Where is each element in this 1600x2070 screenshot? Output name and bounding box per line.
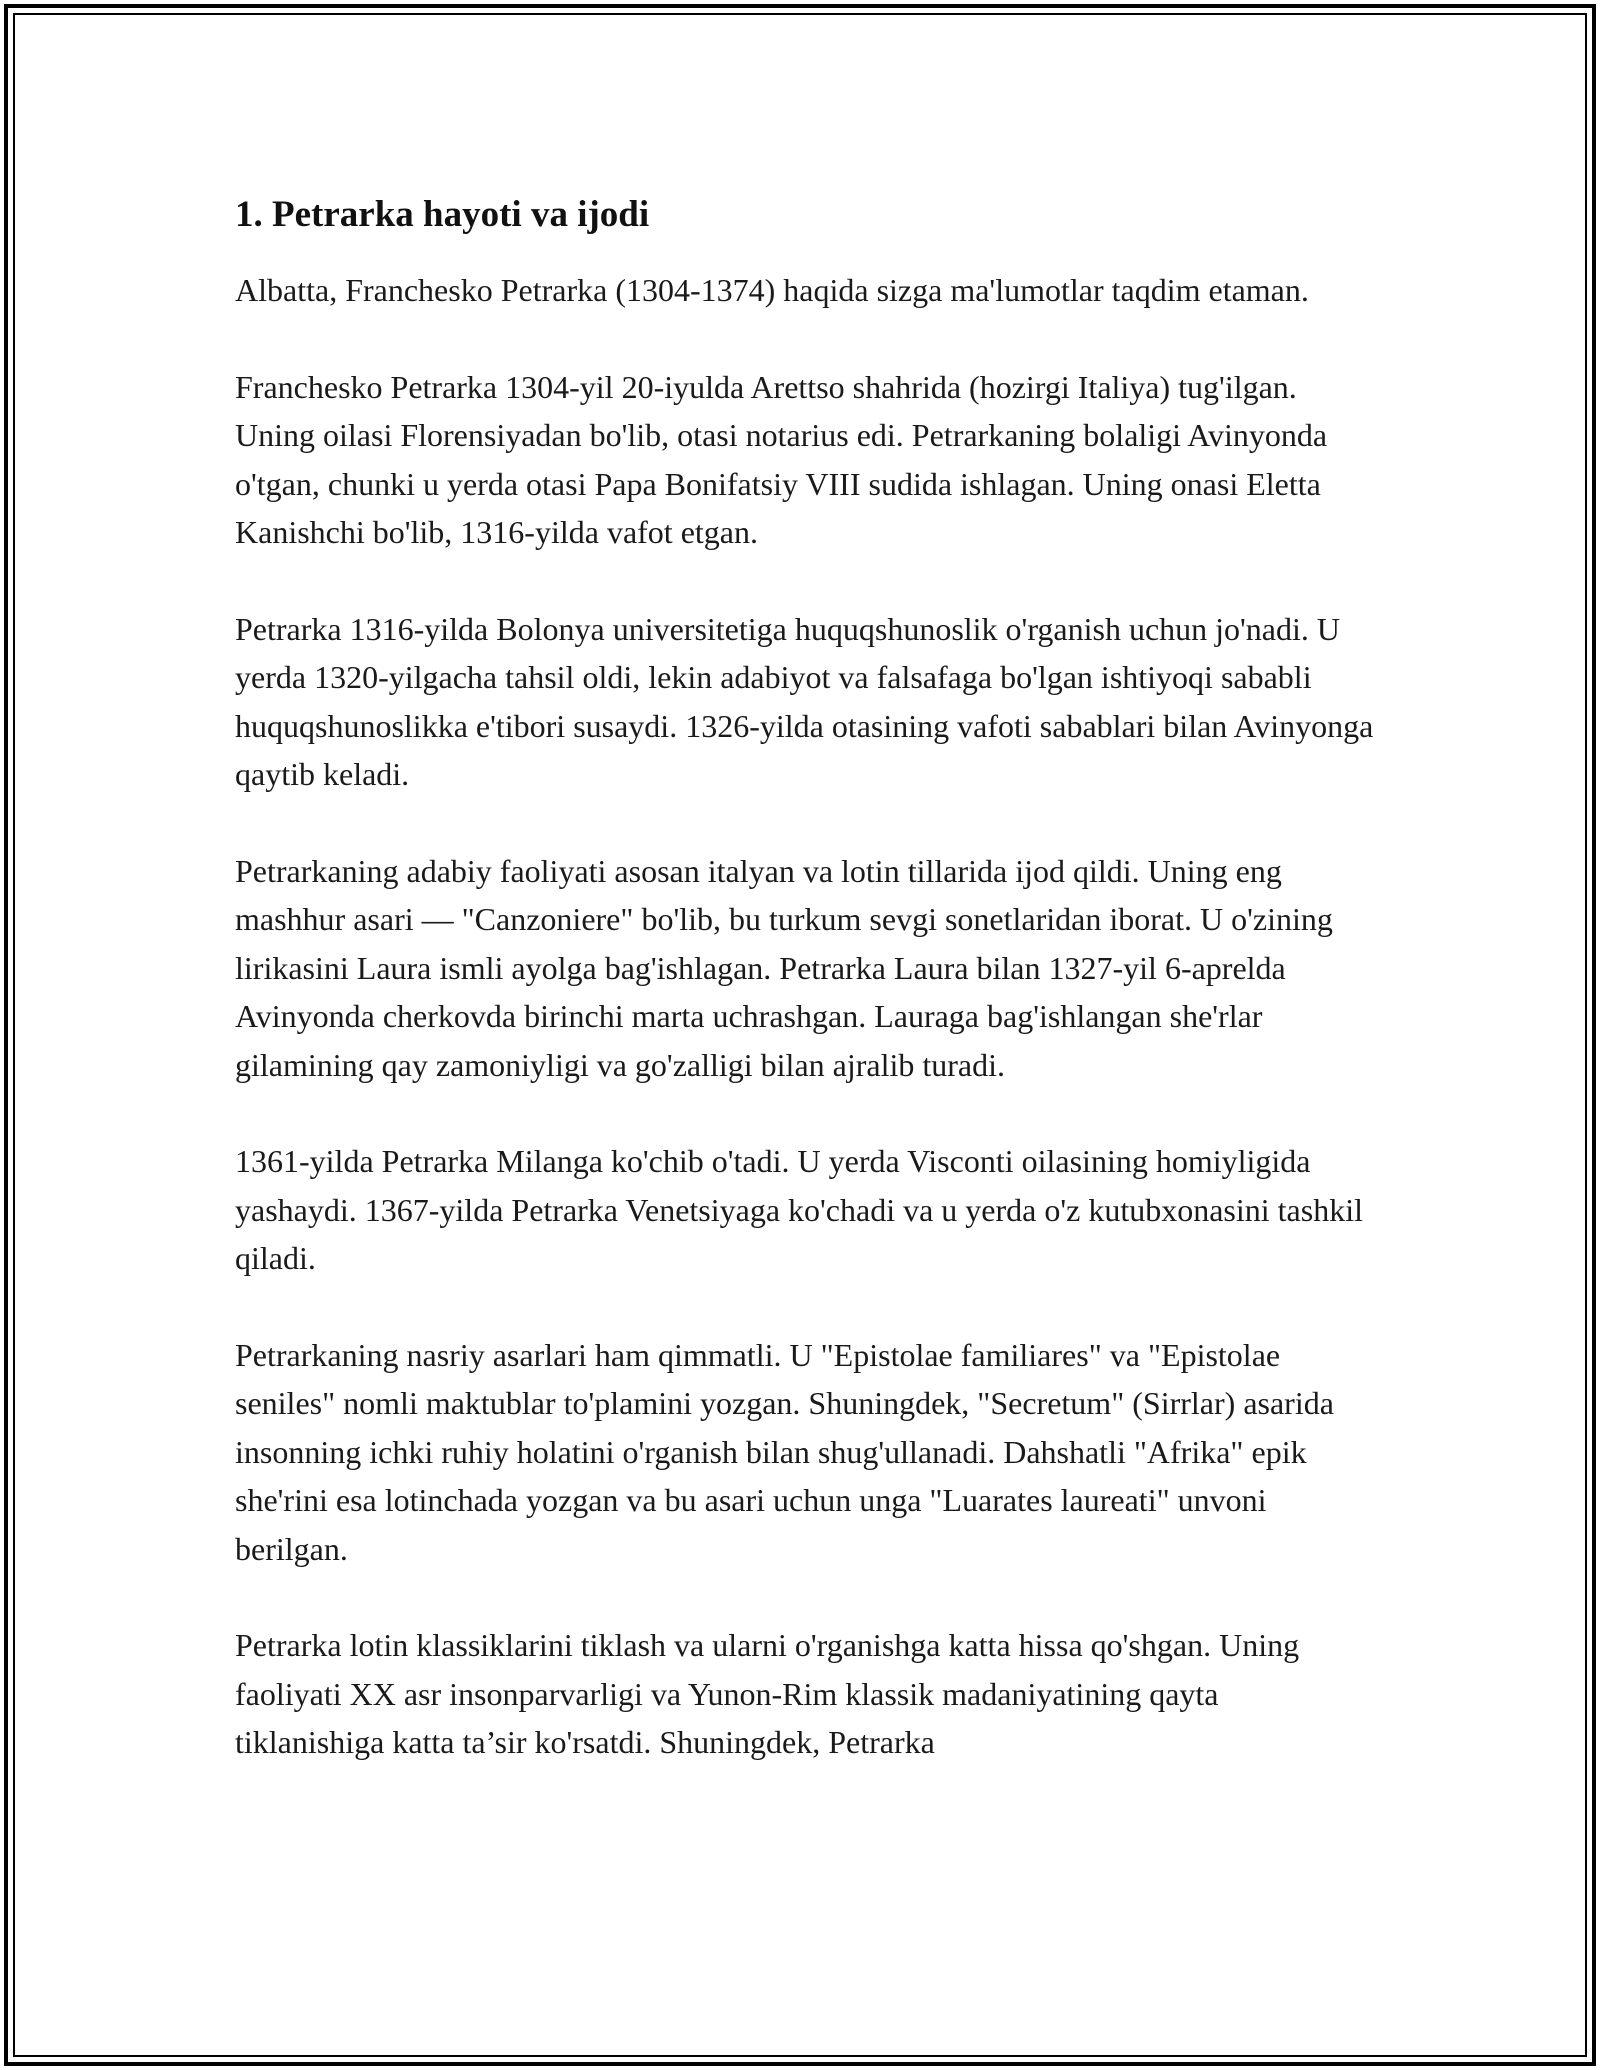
paragraph-legacy: Petrarka lotin klassiklarini tiklash va ularni o'rganishga katta hissa qo'shgan. Uning faoliyati XX asr insonparvarligi va Yunon-Rim klassik madaniyatining qayta tiklanishiga katta ta’sir ko'rsatdi. Shuningdek, Petrarka — [235, 1627, 1300, 1760]
paragraph-literary-work: Petrarkaning adabiy faoliyati asosan italyan va lotin tillarida ijod qildi. Uning eng mashhur asari — "Canzoniere" bo'lib, bu turkum sevgi sonetlaridan iborat. U o'zining lirikasini Laura ismli ayolga bag'ishlagan. Petrarka Laura bilan 1327-yil 6-aprelda Avinyonda cherkovda birinchi marta uchrashgan. Lauraga bag'ishlangan she'rlar gilamining qay zamoniyligi va go'zalligi bilan ajralib turadi. — [235, 852, 1333, 1083]
section-title: 1. Petrarka hayoti va ijodi — [235, 194, 650, 235]
document-body — [235, 190, 1375, 1815]
paragraph-milan-venice: 1361-yilda Petrarka Milanga ko'chib o'tadi. U yerda Visconti oilasining homiyligida yashaydi. 1367-yilda Petrarka Venetsiyaga ko'chadi va u yerda o'z kutubxonasini tashkil qiladi. — [235, 1143, 1363, 1276]
paragraph-birth: Francheskо Petrarka 1304-yil 20-iyulda Arettso shahrida (hozirgi Italiya) tug'ilgan. Uning oilasi Florensiyadan bo'lib, otasi notarius edi. Petrarkaning bolaligi Avinyonda o'tgan, chunki u yerda otasi Papa Bonifatsiy VIII sudida ishlagan. Uning onasi Eletta Kanishchi bo'lib, 1316-yilda vafot etgan. — [235, 368, 1328, 550]
paragraph-intro: Albatta, Francheskо Petrarka (1304-1374) haqida sizga ma'lumotlar taqdim etaman. — [235, 272, 1309, 308]
paragraph-education: Petrarka 1316-yilda Bolonya universitetiga huquqshunoslik o'rganish uchun jo'nadi. U yerda 1320-yilgacha tahsil oldi, lekin adabiyot va falsafaga bo'lgan ishtiyoqi sababli huquqshunoslikka e'tibori susaydi. 1326-yilda otasining vafoti sabablari bilan Avinyonga qaytib keladi. — [235, 610, 1374, 792]
paragraph-prose-works: Petrarkaning nasriy asarlari ham qimmatli. U "Epistolae familiares" va "Epistolae seniles" nomli maktublar to'plamini yozgan. Shuningdek, "Secretum" (Sirrlar) asarida insonning ichki ruhiy holatini o'rganish bilan shug'ullanadi. Dahshatli "Afrika" epik she'rini esa lotinchada yozgan va bu asari uchun unga "Luarates laureati" unvoni berilgan. — [235, 1336, 1334, 1567]
